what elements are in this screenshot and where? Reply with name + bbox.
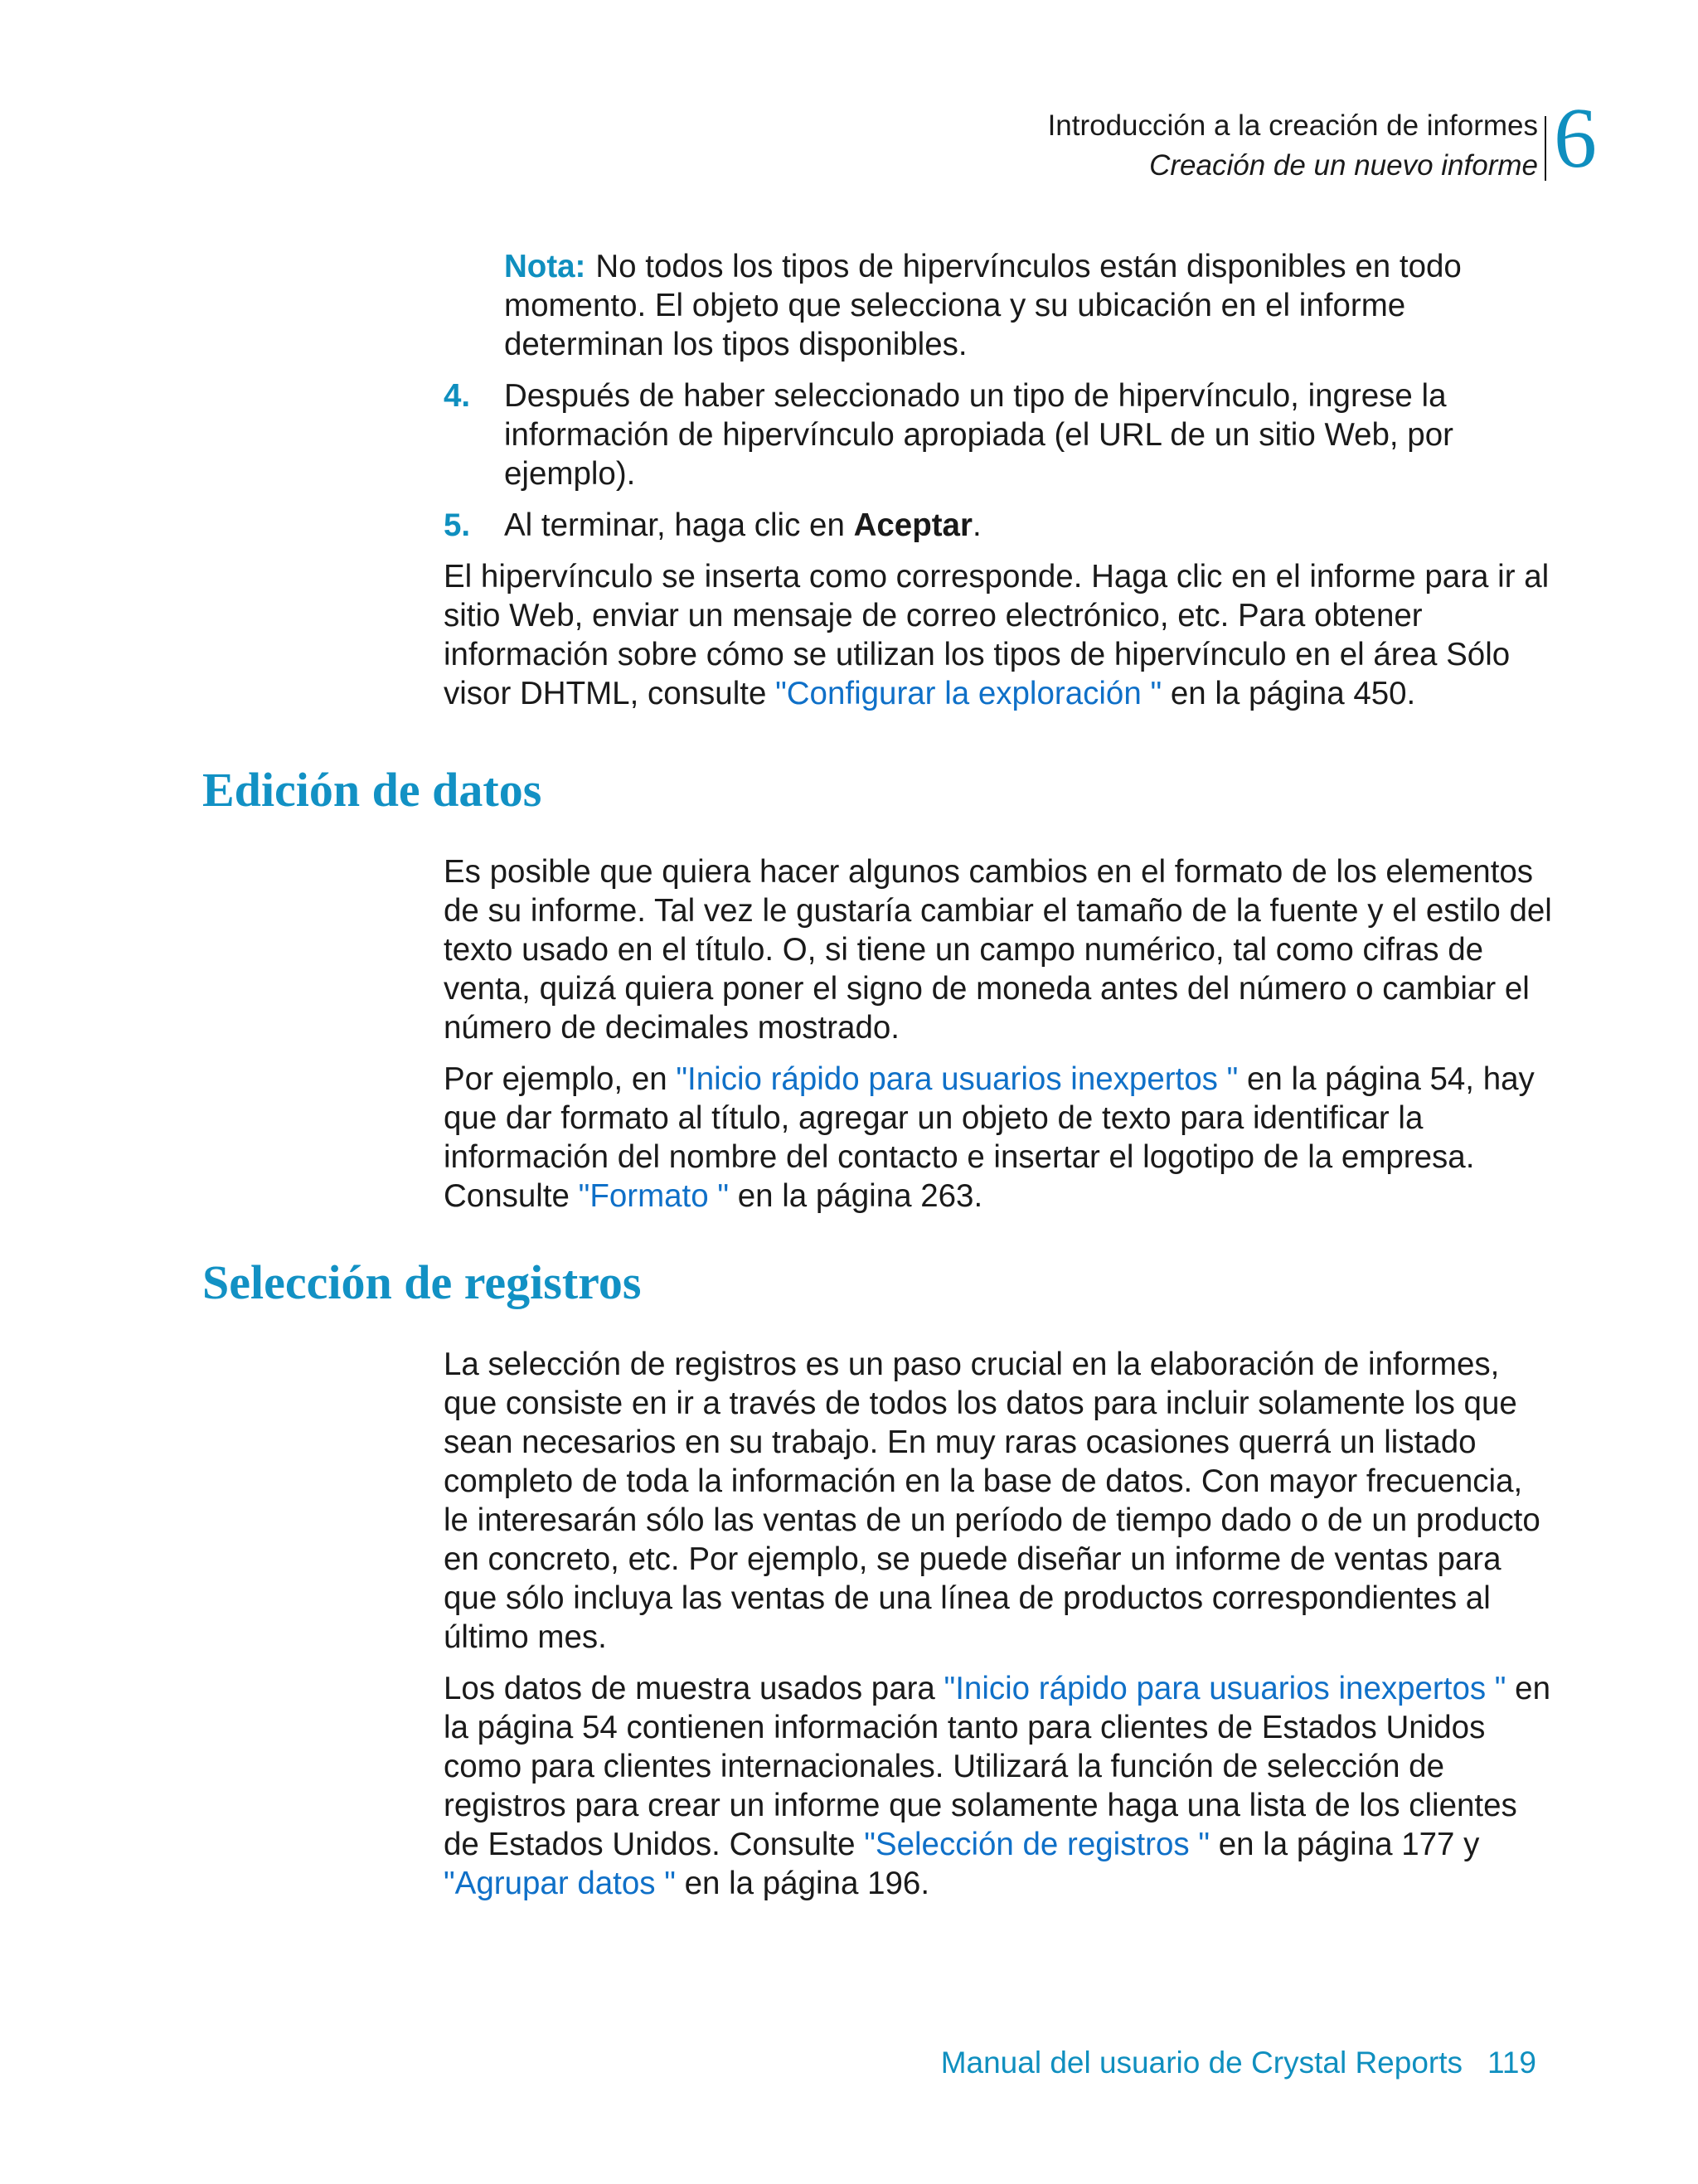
inicio-rapido-link[interactable]: "Inicio rápido para usuarios inexpertos " xyxy=(944,1671,1506,1706)
paragraph: La selección de registros es un paso crucial en la elaboración de informes, que consiste en ir a través de todos los datos para incluir solamente los que sean necesarios en su trabajo. En muy raras ocasiones querrá un listado completo de toda la información en la base de datos. Con mayor frecuencia, le interesarán sólo las ventas de un período de tiempo dado o de un producto en concreto, etc. Por ejemplo, se puede diseñar un informe de ventas para que sólo incluya las ventas de una línea de productos correspondientes al último mes. xyxy=(444,1347,1540,1655)
seleccion-registros-link[interactable]: "Selección de registros " xyxy=(864,1827,1210,1862)
note-text: No todos los tipos de hipervínculos están disponibles en todo momento. El objeto que selecciona y su ubicación en el informe determinan los tipos disponibles. xyxy=(504,249,1462,362)
paragraph-text: en la página 196. xyxy=(675,1866,930,1901)
page-footer xyxy=(941,2044,1536,2082)
section-seleccion-body xyxy=(444,1345,1555,1915)
section-heading-edicion: Edición de datos xyxy=(202,763,542,817)
agrupar-datos-link[interactable]: "Agrupar datos " xyxy=(444,1866,676,1901)
step-text: Después de haber seleccionado un tipo de hipervínculo, ingrese la información de hipervínculo apropiada (el URL de un sitio Web, por ejemplo). xyxy=(504,378,1453,492)
accept-label: Aceptar xyxy=(853,507,973,543)
step-text-part: . xyxy=(972,507,982,543)
paragraph-text: en la página 54 contienen información tanto para clientes de Estados Unidos como para clientes internacionales. Utilizará la función de selección de registros para crear un informe que solamente haga una lista de los clientes de Estados Unidos. Consulte xyxy=(444,1671,1551,1862)
paragraph-text: en la página 450. xyxy=(1162,676,1416,711)
intro-content xyxy=(444,247,1555,726)
step-text-part: Al terminar, haga clic en xyxy=(504,507,854,543)
section-edicion-body xyxy=(444,852,1555,1228)
note-label: Nota: xyxy=(504,249,586,284)
paragraph xyxy=(444,1060,1555,1216)
paragraph-text: Por ejemplo, en xyxy=(444,1061,677,1097)
paragraph xyxy=(444,1669,1555,1903)
paragraph-text: en la página 177 y xyxy=(1210,1827,1480,1862)
list-item xyxy=(444,376,1555,493)
paragraph-text: en la página 54, hay que dar formato al título, agregar un objeto de texto para identificar la información del nombre del contacto e insertar el logotipo de la empresa. Consulte xyxy=(444,1061,1535,1214)
step-text xyxy=(504,506,1555,545)
section-heading-seleccion: Selección de registros xyxy=(202,1255,642,1309)
header-subtitle: Creación de un nuevo informe xyxy=(1149,149,1538,182)
inicio-rapido-link[interactable]: "Inicio rápido para usuarios inexpertos " xyxy=(676,1061,1239,1097)
paragraph-text: Los datos de muestra usados para xyxy=(444,1671,944,1706)
paragraph: Es posible que quiera hacer algunos cambios en el formato de los elementos de su informe. Tal vez le gustaría cambiar el tamaño de la fuente y el estilo del texto usado en el título. O, si tiene un campo numérico, tal como cifras de venta, quizá quiera poner el signo de moneda antes del número o cambiar el número de decimales mostrado. xyxy=(444,854,1552,1046)
configurar-exploracion-link[interactable]: "Configurar la exploración " xyxy=(775,676,1162,711)
page-number: 119 xyxy=(1487,2046,1536,2080)
note xyxy=(504,247,1555,364)
chapter-number: 6 xyxy=(1554,90,1597,186)
hyperlink-paragraph xyxy=(444,557,1555,713)
list-item xyxy=(444,506,1555,545)
footer-title: Manual del usuario de Crystal Reports xyxy=(940,2046,1463,2080)
step-number: 5. xyxy=(444,507,471,543)
running-header xyxy=(1048,106,1538,186)
step-number: 4. xyxy=(444,378,471,414)
header-title: Introducción a la creación de informes xyxy=(1047,109,1538,142)
formato-link[interactable]: "Formato " xyxy=(578,1178,730,1214)
paragraph-text: en la página 263. xyxy=(729,1178,983,1214)
header-divider xyxy=(1545,116,1546,181)
paragraph-text: El hipervínculo se inserta como corresponde. Haga clic en el informe para ir al sitio Web, enviar un mensaje de correo electrónico, etc. Para obtener información sobre cómo se utilizan los tipos de hipervínculo en el área Sólo visor DHTML, consulte xyxy=(444,559,1550,711)
